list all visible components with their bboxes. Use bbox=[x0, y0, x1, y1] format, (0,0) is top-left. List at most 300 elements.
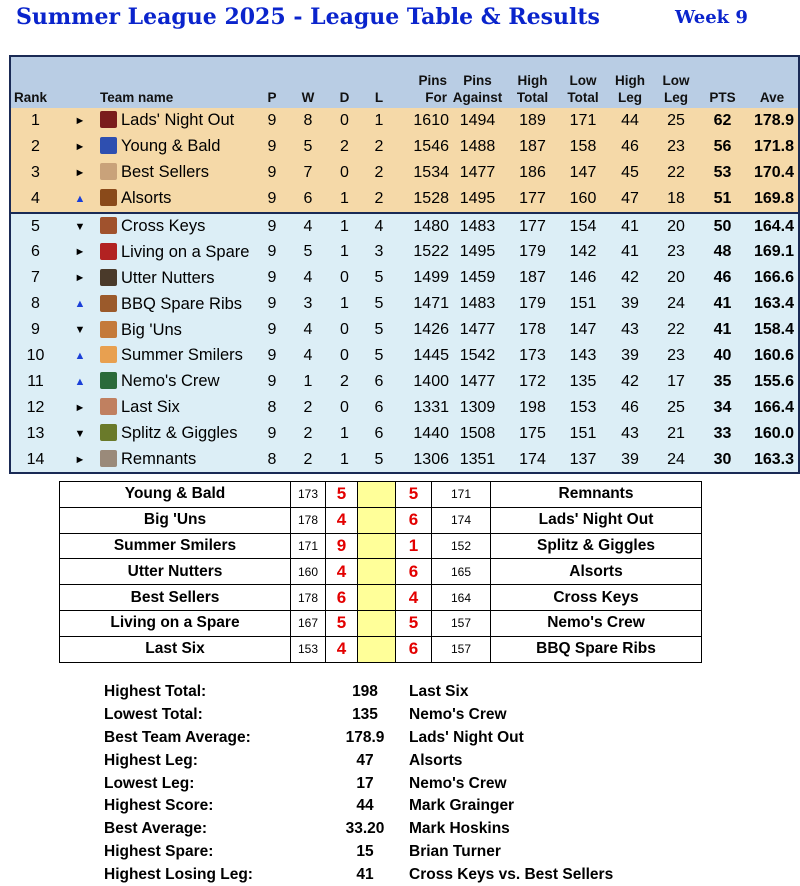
played-cell: 9 bbox=[255, 265, 289, 291]
team-name-cell bbox=[100, 134, 255, 160]
stat-holder: Cross Keys vs. Best Sellers bbox=[409, 865, 614, 883]
lost-cell: 6 bbox=[362, 421, 396, 447]
team-crest-icon bbox=[100, 189, 117, 206]
high-total-cell: 177 bbox=[506, 186, 559, 213]
high-total-cell: 187 bbox=[506, 134, 559, 160]
low-total-cell: 147 bbox=[559, 160, 607, 186]
page-title: Summer League 2025 - League Table & Results bbox=[16, 4, 600, 30]
team-name-cell bbox=[100, 343, 255, 369]
pins-against-cell: 1351 bbox=[449, 447, 506, 474]
team-name-cell bbox=[100, 395, 255, 421]
low-total-cell: 142 bbox=[559, 239, 607, 265]
low-total-cell: 154 bbox=[559, 213, 607, 240]
low-total-cell: 135 bbox=[559, 369, 607, 395]
away-score: 174 bbox=[432, 507, 491, 533]
pins-for-cell: 1522 bbox=[396, 239, 449, 265]
stat-label: Lowest Leg: bbox=[104, 774, 195, 792]
low-leg-cell: 20 bbox=[653, 213, 699, 240]
team-crest-icon bbox=[100, 398, 117, 415]
stat-row bbox=[104, 704, 613, 727]
rank-cell: 1 bbox=[10, 108, 60, 134]
home-score: 178 bbox=[291, 585, 326, 611]
away-score: 157 bbox=[432, 636, 491, 662]
average-cell: 166.4 bbox=[746, 395, 799, 421]
lost-cell: 6 bbox=[362, 395, 396, 421]
points-cell: 34 bbox=[699, 395, 746, 421]
team-name: Best Sellers bbox=[121, 163, 210, 182]
pins-against-cell: 1542 bbox=[449, 343, 506, 369]
high-total-cell: 173 bbox=[506, 343, 559, 369]
team-crest-icon bbox=[100, 372, 117, 389]
pins-against-cell: 1508 bbox=[449, 421, 506, 447]
team-name-cell bbox=[100, 447, 255, 474]
low-leg-cell: 23 bbox=[653, 239, 699, 265]
team-name: Last Six bbox=[121, 398, 180, 417]
drawn-cell: 0 bbox=[327, 343, 362, 369]
drawn-cell: 2 bbox=[327, 134, 362, 160]
table-row bbox=[10, 447, 799, 474]
low-leg-cell: 17 bbox=[653, 369, 699, 395]
low-total-cell: 158 bbox=[559, 134, 607, 160]
col-average: Ave bbox=[746, 56, 799, 108]
team-name-cell bbox=[100, 239, 255, 265]
low-leg-cell: 24 bbox=[653, 291, 699, 317]
low-total-cell: 160 bbox=[559, 186, 607, 213]
table-row bbox=[10, 395, 799, 421]
pins-for-cell: 1480 bbox=[396, 213, 449, 240]
movement-up-icon: ▲ bbox=[60, 343, 100, 369]
low-leg-cell: 25 bbox=[653, 395, 699, 421]
away-score: 152 bbox=[432, 533, 491, 559]
drawn-cell: 1 bbox=[327, 186, 362, 213]
away-score: 164 bbox=[432, 585, 491, 611]
lost-cell: 2 bbox=[362, 134, 396, 160]
high-total-cell: 178 bbox=[506, 317, 559, 343]
stat-holder: Lads' Night Out bbox=[409, 728, 524, 746]
col-movement bbox=[60, 56, 100, 108]
rank-cell: 10 bbox=[10, 343, 60, 369]
team-crest-icon bbox=[100, 137, 117, 154]
away-points: 1 bbox=[396, 533, 432, 559]
played-cell: 9 bbox=[255, 134, 289, 160]
stat-value: 17 bbox=[356, 774, 374, 792]
average-cell: 171.8 bbox=[746, 134, 799, 160]
stat-value: 15 bbox=[356, 842, 374, 860]
low-total-cell: 137 bbox=[559, 447, 607, 474]
rank-cell: 8 bbox=[10, 291, 60, 317]
away-team: Remnants bbox=[491, 482, 702, 508]
team-name-cell bbox=[100, 369, 255, 395]
home-team: Living on a Spare bbox=[60, 610, 291, 636]
pins-for-cell: 1445 bbox=[396, 343, 449, 369]
stat-label: Highest Spare: bbox=[104, 842, 214, 860]
high-total-cell: 187 bbox=[506, 265, 559, 291]
stat-value: 33.20 bbox=[345, 820, 385, 838]
high-total-cell: 174 bbox=[506, 447, 559, 474]
played-cell: 9 bbox=[255, 186, 289, 213]
won-cell: 5 bbox=[289, 239, 327, 265]
movement-same-icon: ► bbox=[60, 160, 100, 186]
result-divider bbox=[358, 507, 396, 533]
team-name: Remnants bbox=[121, 450, 197, 469]
away-score: 157 bbox=[432, 610, 491, 636]
team-name: Living on a Spare bbox=[121, 242, 250, 261]
col-points: PTS bbox=[699, 56, 746, 108]
won-cell: 2 bbox=[289, 395, 327, 421]
drawn-cell: 0 bbox=[327, 160, 362, 186]
movement-down-icon: ▼ bbox=[60, 317, 100, 343]
rank-cell: 4 bbox=[10, 186, 60, 213]
col-played: P bbox=[255, 56, 289, 108]
low-leg-cell: 18 bbox=[653, 186, 699, 213]
drawn-cell: 0 bbox=[327, 317, 362, 343]
pins-for-cell: 1610 bbox=[396, 108, 449, 134]
team-name: Splitz & Giggles bbox=[121, 424, 238, 443]
movement-same-icon: ► bbox=[60, 108, 100, 134]
pins-against-cell: 1495 bbox=[449, 186, 506, 213]
played-cell: 9 bbox=[255, 160, 289, 186]
average-cell: 160.0 bbox=[746, 421, 799, 447]
stat-holder: Brian Turner bbox=[409, 842, 501, 860]
high-leg-cell: 39 bbox=[607, 291, 653, 317]
team-name-cell bbox=[100, 421, 255, 447]
drawn-cell: 1 bbox=[327, 421, 362, 447]
away-points: 6 bbox=[396, 559, 432, 585]
low-leg-cell: 24 bbox=[653, 447, 699, 474]
table-row bbox=[10, 421, 799, 447]
stat-value: 44 bbox=[356, 797, 374, 815]
team-name-cell bbox=[100, 186, 255, 213]
high-total-cell: 189 bbox=[506, 108, 559, 134]
home-score: 167 bbox=[291, 610, 326, 636]
rank-cell: 6 bbox=[10, 239, 60, 265]
pins-against-cell: 1459 bbox=[449, 265, 506, 291]
home-points: 5 bbox=[326, 610, 358, 636]
won-cell: 5 bbox=[289, 134, 327, 160]
rank-cell: 3 bbox=[10, 160, 60, 186]
drawn-cell: 1 bbox=[327, 213, 362, 240]
result-row bbox=[60, 507, 702, 533]
away-team: Cross Keys bbox=[491, 585, 702, 611]
pins-for-cell: 1306 bbox=[396, 447, 449, 474]
stat-value: 41 bbox=[356, 865, 374, 883]
rank-cell: 5 bbox=[10, 213, 60, 240]
high-total-cell: 179 bbox=[506, 291, 559, 317]
won-cell: 2 bbox=[289, 447, 327, 474]
stat-row bbox=[104, 772, 613, 795]
played-cell: 9 bbox=[255, 291, 289, 317]
low-total-cell: 153 bbox=[559, 395, 607, 421]
stats-table bbox=[104, 681, 613, 886]
team-name: Nemo's Crew bbox=[121, 372, 220, 391]
average-cell: 166.6 bbox=[746, 265, 799, 291]
points-cell: 33 bbox=[699, 421, 746, 447]
team-crest-icon bbox=[100, 424, 117, 441]
table-row bbox=[10, 108, 799, 134]
col-rank: Rank bbox=[10, 56, 60, 108]
stat-holder: Nemo's Crew bbox=[409, 774, 507, 792]
pins-for-cell: 1440 bbox=[396, 421, 449, 447]
stat-holder: Nemo's Crew bbox=[409, 706, 507, 724]
col-high-leg: High Leg bbox=[607, 56, 653, 108]
pins-against-cell: 1483 bbox=[449, 291, 506, 317]
team-crest-icon bbox=[100, 111, 117, 128]
points-cell: 50 bbox=[699, 213, 746, 240]
lost-cell: 3 bbox=[362, 239, 396, 265]
col-high-total: High Total bbox=[506, 56, 559, 108]
movement-same-icon: ► bbox=[60, 447, 100, 474]
drawn-cell: 1 bbox=[327, 239, 362, 265]
won-cell: 4 bbox=[289, 343, 327, 369]
pins-for-cell: 1331 bbox=[396, 395, 449, 421]
stat-value: 198 bbox=[352, 683, 378, 701]
home-points: 6 bbox=[326, 585, 358, 611]
away-team: BBQ Spare Ribs bbox=[491, 636, 702, 662]
points-cell: 41 bbox=[699, 291, 746, 317]
table-header-row bbox=[10, 56, 799, 108]
pins-against-cell: 1494 bbox=[449, 108, 506, 134]
rank-cell: 11 bbox=[10, 369, 60, 395]
stat-holder: Mark Hoskins bbox=[409, 820, 510, 838]
team-name: BBQ Spare Ribs bbox=[121, 294, 243, 313]
pins-against-cell: 1309 bbox=[449, 395, 506, 421]
team-name: Summer Smilers bbox=[121, 346, 243, 365]
low-leg-cell: 25 bbox=[653, 108, 699, 134]
result-divider bbox=[358, 636, 396, 662]
pins-against-cell: 1488 bbox=[449, 134, 506, 160]
played-cell: 9 bbox=[255, 213, 289, 240]
average-cell: 163.3 bbox=[746, 447, 799, 474]
home-team: Young & Bald bbox=[60, 482, 291, 508]
stat-holder: Last Six bbox=[409, 683, 469, 701]
col-team: Team name bbox=[100, 56, 255, 108]
high-leg-cell: 46 bbox=[607, 134, 653, 160]
stat-label: Highest Leg: bbox=[104, 751, 198, 769]
stat-row bbox=[104, 818, 613, 841]
away-points: 4 bbox=[396, 585, 432, 611]
drawn-cell: 2 bbox=[327, 369, 362, 395]
table-row bbox=[10, 134, 799, 160]
away-team: Alsorts bbox=[491, 559, 702, 585]
stat-label: Best Average: bbox=[104, 820, 208, 838]
drawn-cell: 1 bbox=[327, 447, 362, 474]
result-divider bbox=[358, 559, 396, 585]
movement-up-icon: ▲ bbox=[60, 369, 100, 395]
high-leg-cell: 41 bbox=[607, 213, 653, 240]
lost-cell: 5 bbox=[362, 447, 396, 474]
home-points: 4 bbox=[326, 507, 358, 533]
away-points: 5 bbox=[396, 610, 432, 636]
low-leg-cell: 22 bbox=[653, 160, 699, 186]
drawn-cell: 0 bbox=[327, 265, 362, 291]
stat-row bbox=[104, 727, 613, 750]
high-leg-cell: 41 bbox=[607, 239, 653, 265]
points-cell: 51 bbox=[699, 186, 746, 213]
team-crest-icon bbox=[100, 346, 117, 363]
stat-row bbox=[104, 863, 613, 886]
won-cell: 4 bbox=[289, 265, 327, 291]
team-crest-icon bbox=[100, 163, 117, 180]
movement-same-icon: ► bbox=[60, 395, 100, 421]
lost-cell: 1 bbox=[362, 108, 396, 134]
pins-against-cell: 1477 bbox=[449, 160, 506, 186]
stat-label: Lowest Total: bbox=[104, 706, 203, 724]
team-name-cell bbox=[100, 160, 255, 186]
table-row bbox=[10, 291, 799, 317]
week-label: Week 9 bbox=[675, 7, 748, 28]
low-leg-cell: 21 bbox=[653, 421, 699, 447]
table-row bbox=[10, 186, 799, 213]
table-row bbox=[10, 265, 799, 291]
away-team: Lads' Night Out bbox=[491, 507, 702, 533]
stat-value: 178.9 bbox=[345, 728, 385, 746]
high-leg-cell: 39 bbox=[607, 343, 653, 369]
won-cell: 2 bbox=[289, 421, 327, 447]
result-row bbox=[60, 559, 702, 585]
high-total-cell: 179 bbox=[506, 239, 559, 265]
points-cell: 40 bbox=[699, 343, 746, 369]
lost-cell: 2 bbox=[362, 186, 396, 213]
result-row bbox=[60, 636, 702, 662]
table-row bbox=[10, 239, 799, 265]
col-drawn: D bbox=[327, 56, 362, 108]
away-points: 6 bbox=[396, 636, 432, 662]
played-cell: 8 bbox=[255, 447, 289, 474]
won-cell: 7 bbox=[289, 160, 327, 186]
high-leg-cell: 44 bbox=[607, 108, 653, 134]
team-name-cell bbox=[100, 108, 255, 134]
result-divider bbox=[358, 482, 396, 508]
low-leg-cell: 23 bbox=[653, 343, 699, 369]
won-cell: 8 bbox=[289, 108, 327, 134]
drawn-cell: 1 bbox=[327, 291, 362, 317]
lost-cell: 2 bbox=[362, 160, 396, 186]
played-cell: 9 bbox=[255, 239, 289, 265]
points-cell: 41 bbox=[699, 317, 746, 343]
pins-for-cell: 1400 bbox=[396, 369, 449, 395]
average-cell: 178.9 bbox=[746, 108, 799, 134]
movement-same-icon: ► bbox=[60, 265, 100, 291]
high-total-cell: 175 bbox=[506, 421, 559, 447]
low-leg-cell: 20 bbox=[653, 265, 699, 291]
team-name-cell bbox=[100, 213, 255, 240]
result-row bbox=[60, 533, 702, 559]
stat-holder: Mark Grainger bbox=[409, 797, 515, 815]
rank-cell: 9 bbox=[10, 317, 60, 343]
team-name: Big 'Uns bbox=[121, 320, 182, 339]
team-name-cell bbox=[100, 291, 255, 317]
stat-holder: Alsorts bbox=[409, 751, 463, 769]
col-low-total: Low Total bbox=[559, 56, 607, 108]
low-total-cell: 151 bbox=[559, 421, 607, 447]
team-crest-icon bbox=[100, 321, 117, 338]
home-score: 171 bbox=[291, 533, 326, 559]
result-row bbox=[60, 610, 702, 636]
movement-up-icon: ▲ bbox=[60, 291, 100, 317]
low-leg-cell: 22 bbox=[653, 317, 699, 343]
lost-cell: 5 bbox=[362, 317, 396, 343]
points-cell: 62 bbox=[699, 108, 746, 134]
rank-cell: 14 bbox=[10, 447, 60, 474]
lost-cell: 4 bbox=[362, 213, 396, 240]
home-score: 178 bbox=[291, 507, 326, 533]
played-cell: 9 bbox=[255, 421, 289, 447]
movement-down-icon: ▼ bbox=[60, 213, 100, 240]
rank-cell: 2 bbox=[10, 134, 60, 160]
team-name-cell bbox=[100, 265, 255, 291]
pins-against-cell: 1483 bbox=[449, 213, 506, 240]
movement-up-icon: ▲ bbox=[60, 186, 100, 213]
home-team: Last Six bbox=[60, 636, 291, 662]
table-row bbox=[10, 213, 799, 240]
pins-for-cell: 1528 bbox=[396, 186, 449, 213]
points-cell: 46 bbox=[699, 265, 746, 291]
played-cell: 9 bbox=[255, 317, 289, 343]
stat-value: 47 bbox=[356, 751, 374, 769]
pins-for-cell: 1471 bbox=[396, 291, 449, 317]
points-cell: 30 bbox=[699, 447, 746, 474]
col-pins-for: Pins For bbox=[396, 56, 449, 108]
stat-row bbox=[104, 681, 613, 704]
result-row bbox=[60, 482, 702, 508]
points-cell: 48 bbox=[699, 239, 746, 265]
stat-value: 135 bbox=[352, 706, 378, 724]
played-cell: 9 bbox=[255, 343, 289, 369]
stat-row bbox=[104, 749, 613, 772]
result-row bbox=[60, 585, 702, 611]
average-cell: 163.4 bbox=[746, 291, 799, 317]
pins-against-cell: 1495 bbox=[449, 239, 506, 265]
played-cell: 8 bbox=[255, 395, 289, 421]
low-total-cell: 171 bbox=[559, 108, 607, 134]
result-divider bbox=[358, 533, 396, 559]
stat-label: Highest Score: bbox=[104, 797, 214, 815]
average-cell: 155.6 bbox=[746, 369, 799, 395]
played-cell: 9 bbox=[255, 369, 289, 395]
high-total-cell: 186 bbox=[506, 160, 559, 186]
high-total-cell: 198 bbox=[506, 395, 559, 421]
won-cell: 4 bbox=[289, 213, 327, 240]
pins-against-cell: 1477 bbox=[449, 369, 506, 395]
high-leg-cell: 42 bbox=[607, 265, 653, 291]
points-cell: 35 bbox=[699, 369, 746, 395]
stat-label: Highest Total: bbox=[104, 683, 207, 701]
high-leg-cell: 45 bbox=[607, 160, 653, 186]
average-cell: 170.4 bbox=[746, 160, 799, 186]
away-team: Nemo's Crew bbox=[491, 610, 702, 636]
high-leg-cell: 39 bbox=[607, 447, 653, 474]
lost-cell: 5 bbox=[362, 343, 396, 369]
played-cell: 9 bbox=[255, 108, 289, 134]
low-total-cell: 143 bbox=[559, 343, 607, 369]
high-leg-cell: 43 bbox=[607, 421, 653, 447]
drawn-cell: 0 bbox=[327, 108, 362, 134]
average-cell: 158.4 bbox=[746, 317, 799, 343]
average-cell: 169.8 bbox=[746, 186, 799, 213]
stat-label: Best Team Average: bbox=[104, 728, 251, 746]
high-total-cell: 177 bbox=[506, 213, 559, 240]
high-total-cell: 172 bbox=[506, 369, 559, 395]
table-row bbox=[10, 369, 799, 395]
home-points: 4 bbox=[326, 636, 358, 662]
col-low-leg: Low Leg bbox=[653, 56, 699, 108]
lost-cell: 6 bbox=[362, 369, 396, 395]
result-divider bbox=[358, 585, 396, 611]
rank-cell: 7 bbox=[10, 265, 60, 291]
team-name: Alsorts bbox=[121, 189, 172, 208]
stat-row bbox=[104, 841, 613, 864]
won-cell: 6 bbox=[289, 186, 327, 213]
